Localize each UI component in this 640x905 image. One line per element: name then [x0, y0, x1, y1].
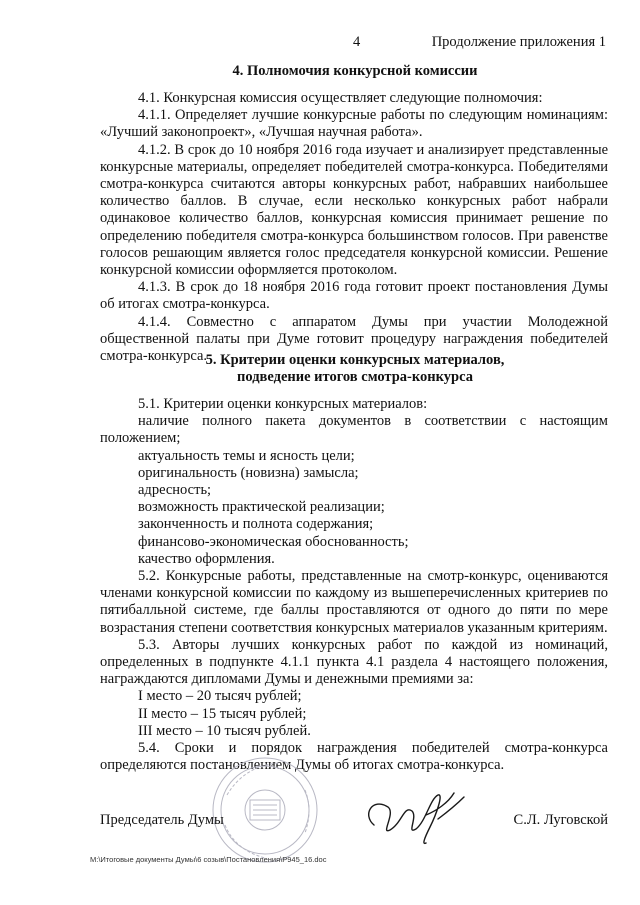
paragraph-4-1-3: 4.1.3. В срок до 18 ноября 2016 года готовит проект постановления Думы об итогах смотра-конкурса.	[100, 279, 608, 313]
prize-item: III место – 10 тысяч рублей.	[138, 722, 311, 739]
section-5-body	[100, 396, 608, 774]
criterion-item: оригинальность (новизна) замысла;	[138, 464, 359, 481]
paragraph-4-1-4: 4.1.4. Совместно с аппаратом Думы при участии Молодежной общественной палаты при Думе готовит процедуру награждения победителей смотра-конкурса.	[100, 313, 608, 365]
section-4-body	[100, 90, 608, 365]
paragraph-5-2: 5.2. Конкурсные работы, представленные на смотр-конкурс, оцениваются членами конкурсной комиссии по каждому из вышеперечисленных критериев по пятибалльной системе, где баллы проставляются от одного до пяти по мере возрастания степени соответствия конкурсных материалов указанным критериям.	[100, 568, 608, 636]
page-number: 4	[353, 34, 361, 50]
paragraph-5-3: 5.3. Авторы лучших конкурсных работ по каждой из номинаций, определенных в подпункте 4.1.1 пункта 4.1 раздела 4 настоящего положения, награждаются дипломами Думы и денежными премиями за:	[100, 636, 608, 688]
prize-item: I место – 20 тысяч рублей;	[138, 688, 302, 705]
criterion-item: возможность практической реализации;	[138, 499, 385, 516]
criterion-item: актуальность темы и ясность цели;	[138, 447, 355, 464]
section-5-title	[100, 352, 610, 386]
section-5-title-line-2: подведение итогов смотра-конкурса	[237, 369, 473, 385]
paragraph-5-4: 5.4. Сроки и порядок награждения победителей смотра-конкурса определяются постановлением Думы об итогах смотра-конкурса.	[100, 740, 608, 774]
signatory-position: Председатель Думы	[100, 812, 224, 828]
section-5-title-line-1: 5. Критерии оценки конкурсных материалов,	[205, 352, 505, 368]
paragraph-4-1: 4.1. Конкурсная комиссия осуществляет следующие полномочия:	[138, 90, 543, 106]
paragraph-5-1: 5.1. Критерии оценки конкурсных материалов:	[138, 396, 428, 412]
page-header	[100, 34, 610, 52]
signatory-name: С.Л. Луговской	[513, 812, 608, 828]
paragraph-4-1-2: 4.1.2. В срок до 10 ноября 2016 года изучает и анализирует представленные конкурсные материалы, определяет победителей смотра-конкурса. Победителями смотра-конкурса считаются авторы конкурсных работ, набравших наибольшее количество баллов. В случае, если несколько конкурсных работ набрали одинаковое количество баллов, конкурсная комиссия принимает решение по определению победителя смотра-конкурса большинством голосов. При равенстве голосов решающим является голос председателя конкурсной комиссии. Решение конкурсной комиссии оформляется протоколом.	[100, 141, 608, 279]
criterion-item: финансово-экономическая обоснованность;	[138, 533, 409, 550]
criterion-item: законченность и полнота содержания;	[138, 516, 374, 533]
criterion-item: наличие полного пакета документов в соответствии с настоящим положением;	[100, 413, 608, 447]
official-stamp-icon	[205, 755, 325, 865]
prize-item: II место – 15 тысяч рублей;	[138, 705, 307, 722]
criterion-item: качество оформления.	[138, 550, 275, 567]
signature-block	[100, 812, 610, 832]
criterion-item: адресность;	[138, 482, 212, 499]
paragraph-4-1-1: 4.1.1. Определяет лучшие конкурсные работы по следующим номинациям: «Лучший законопроект», «Лучшая научная работа».	[100, 107, 608, 141]
section-4-title: 4. Полномочия конкурсной комиссии	[232, 63, 478, 79]
continuation-note: Продолжение приложения 1	[431, 34, 606, 50]
file-path-footer: М:\Итоговые документы Думы\6 созыв\Постановления\Р945_16.doc	[90, 855, 327, 864]
